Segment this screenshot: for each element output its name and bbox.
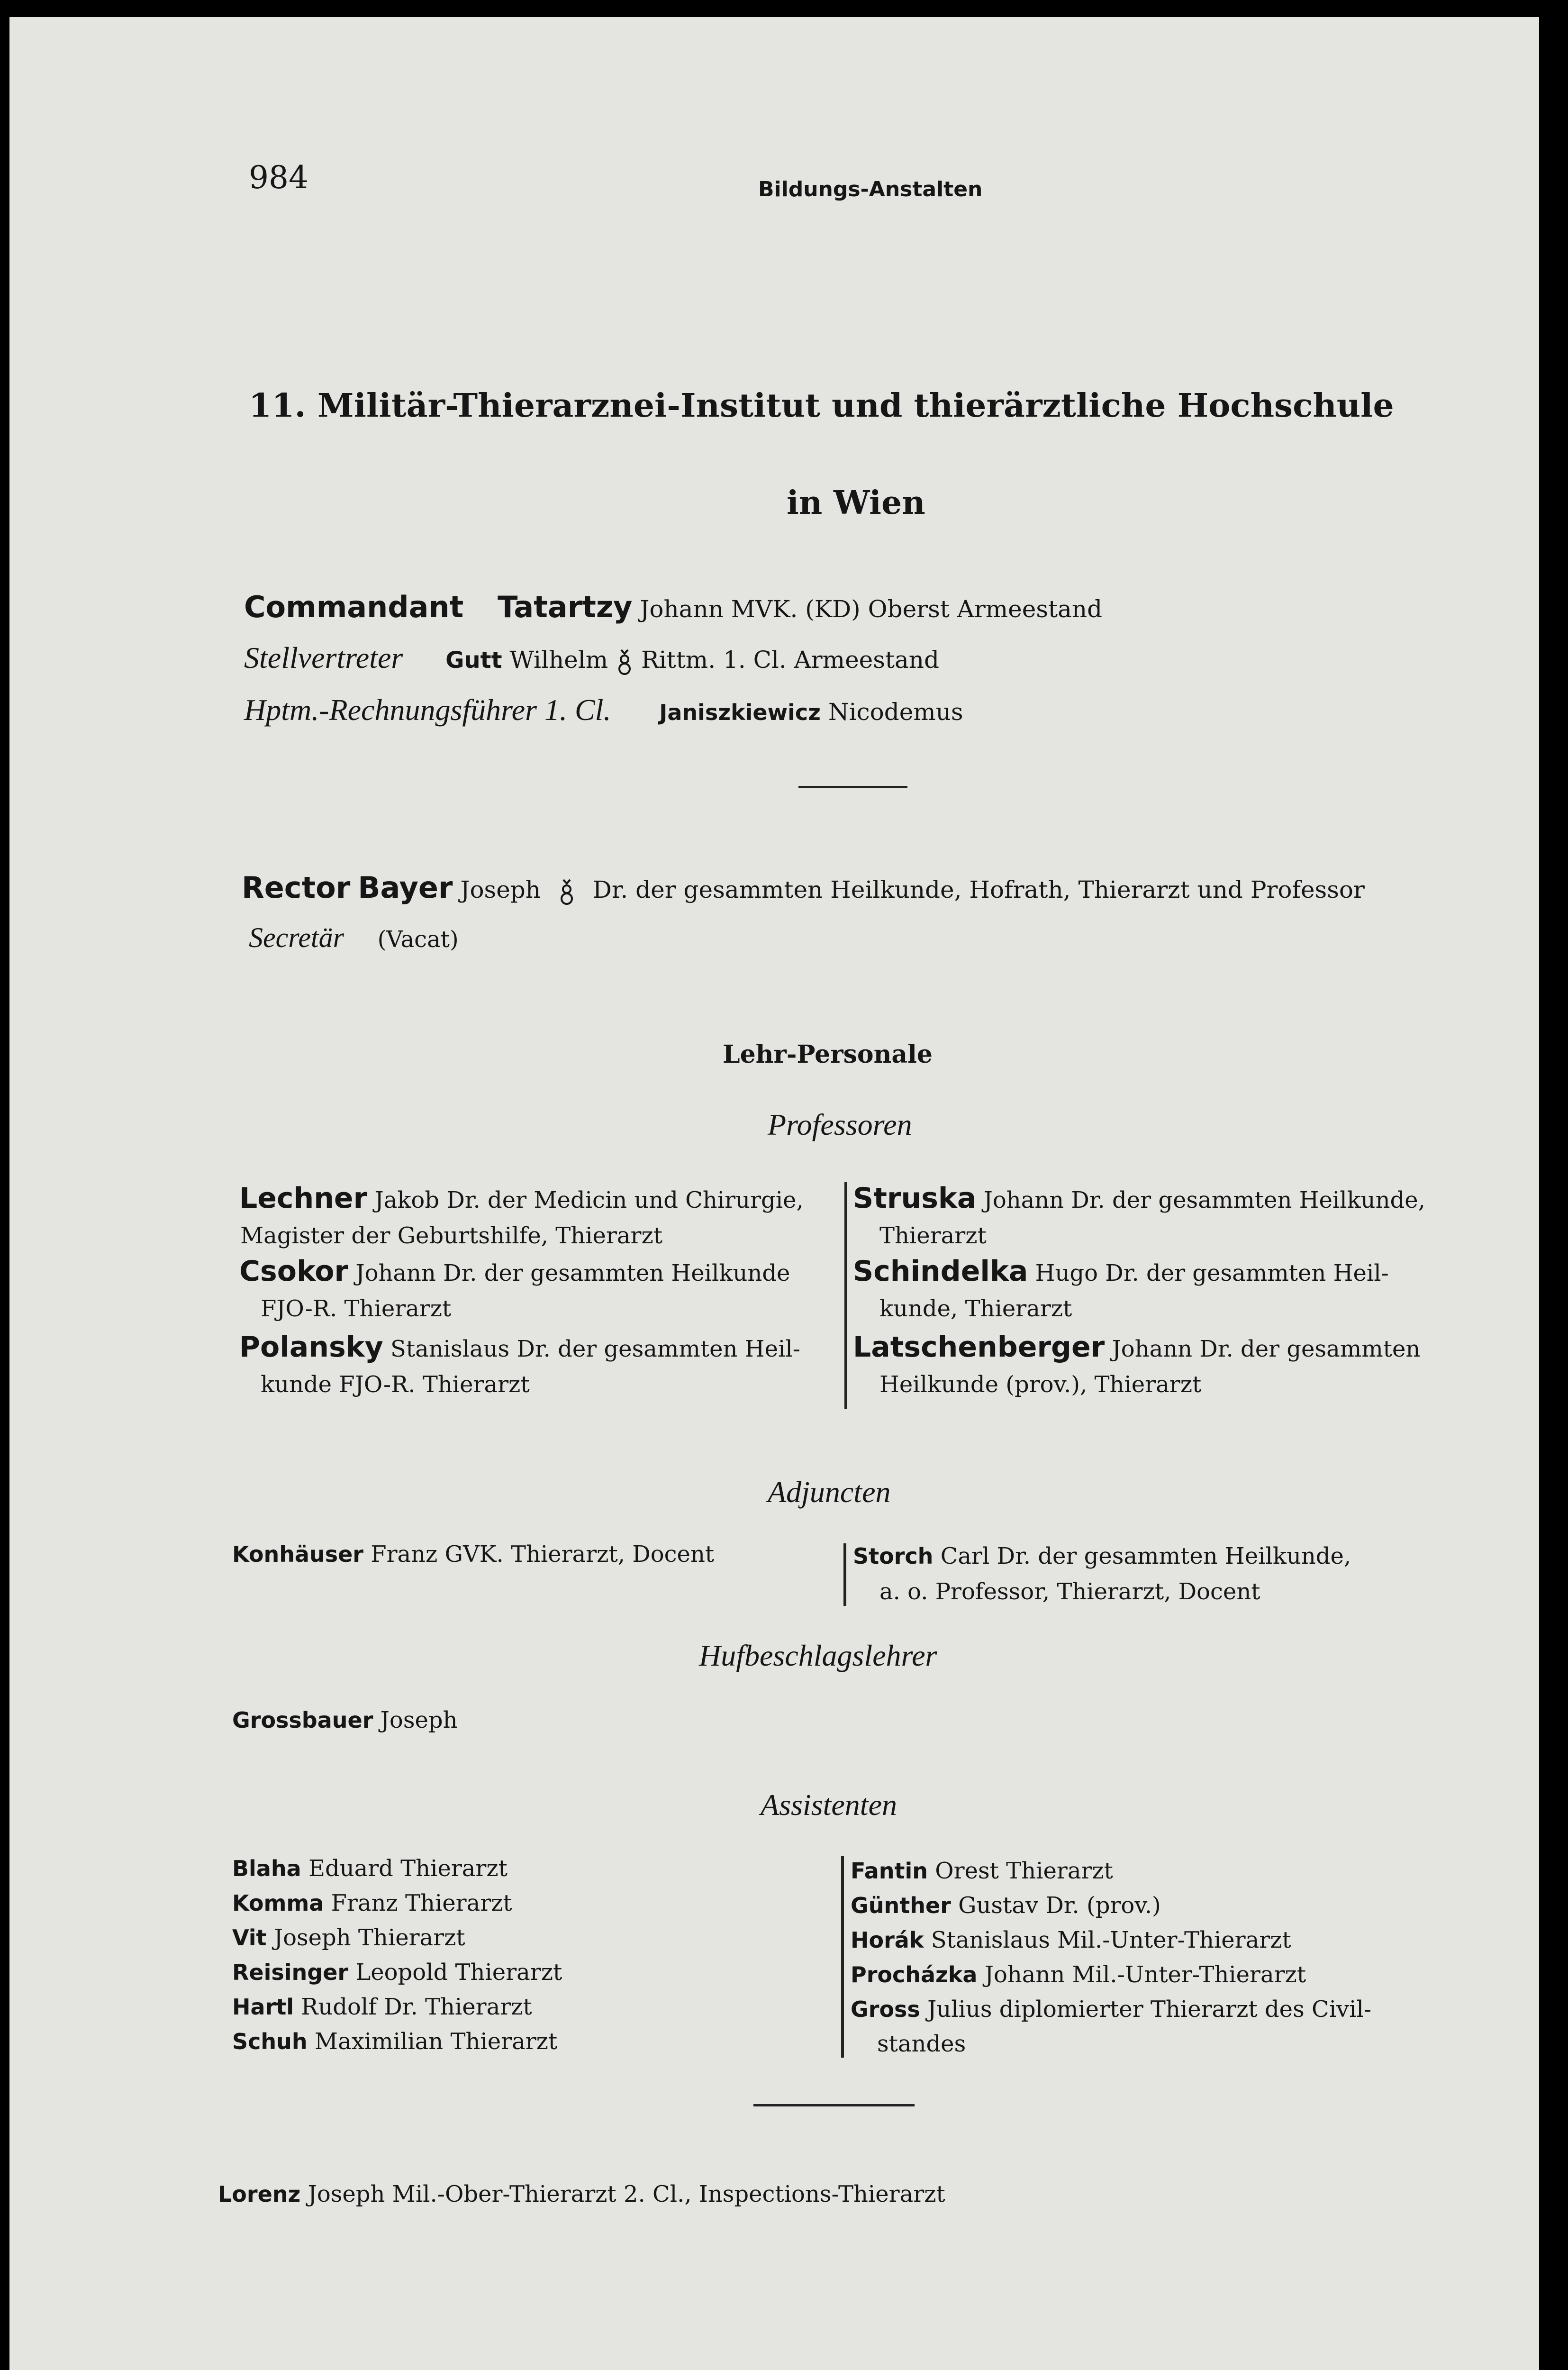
assistant-details-cont: standes — [877, 2031, 966, 2057]
assistant-name: Hartl — [232, 1994, 294, 2020]
commandant-details: Johann MVK. (KD) Oberst Armeestand — [640, 595, 1103, 623]
assistant-name: Blaha — [232, 1856, 301, 1881]
assistant-name: Fantin — [851, 1858, 928, 1884]
page — [9, 17, 1539, 2370]
farriery-teacher-name: Grossbauer — [232, 1707, 373, 1733]
assistants-heading: Assistenten — [761, 1788, 897, 1822]
running-title: Bildungs-Anstalten — [758, 177, 983, 201]
assistant-name: Vit — [232, 1925, 267, 1951]
inspector-entry — [218, 2181, 945, 2207]
assistants-right-column — [851, 1854, 1371, 2061]
professor-name: Latschenberger — [853, 1331, 1105, 1364]
assistant-details: Orest Thierarzt — [935, 1858, 1113, 1884]
professor-details: Hugo Dr. der gesammten Heil- — [1035, 1260, 1389, 1286]
professor-entry — [853, 1330, 1425, 1403]
professor-details-cont: Magister der Geburtshilfe, Thierarzt — [240, 1222, 663, 1249]
accountant-name: Janiszkiewicz — [659, 700, 821, 725]
assistant-entry — [232, 2024, 562, 2059]
assistant-details: Gustav Dr. (prov.) — [958, 1892, 1161, 1919]
professor-details-cont: FJO-R. Thierarzt — [261, 1295, 452, 1322]
secretary-label: Secretär — [249, 922, 344, 953]
assistant-details: Maximilian Thierarzt — [314, 2028, 558, 2055]
commandant-row — [244, 590, 1102, 624]
rector-label: Rector — [242, 870, 351, 905]
professor-entry — [239, 1330, 804, 1403]
adjunct-right — [853, 1539, 1351, 1610]
commandant-name: Tatartzy — [498, 590, 633, 624]
secretary-value: (Vacat) — [377, 926, 459, 953]
rector-row — [242, 870, 1365, 905]
assistant-details: Leopold Thierarzt — [355, 1959, 562, 1986]
assistant-entry — [851, 1854, 1371, 1888]
professor-entry — [853, 1181, 1425, 1254]
assistants-column-divider — [841, 1856, 844, 2058]
commandant-label: Commandant — [244, 590, 464, 624]
assistant-details: Eduard Thierarzt — [308, 1855, 508, 1882]
institution-location: in Wien — [787, 484, 925, 522]
inspector-details: Joseph Mil.-Ober-Thierarzt 2. Cl., Inspections-Thierarzt — [308, 2181, 945, 2207]
assistant-details: Rudolf Dr. Thierarzt — [301, 1994, 532, 2020]
secretary-row — [249, 921, 459, 954]
assistant-name: Horák — [851, 1927, 924, 1953]
divider-2 — [753, 2104, 915, 2106]
adjunct-details: Carl Dr. der gesammten Heilkunde, — [940, 1543, 1351, 1569]
assistant-name: Procházka — [851, 1962, 978, 1987]
adjunct-left — [232, 1541, 714, 1568]
assistant-name: Günther — [851, 1893, 951, 1918]
order-decoration-icon — [616, 648, 634, 675]
professor-details: Stanislaus Dr. der gesammten Heil- — [390, 1336, 800, 1362]
professor-details: Jakob Dr. der Medicin und Chirurgie, — [374, 1187, 804, 1213]
professor-details: Johann Dr. der gesammten Heilkunde — [355, 1260, 790, 1286]
assistant-details: Franz Thierarzt — [331, 1890, 512, 1916]
assistant-entry — [232, 1921, 562, 1955]
assistant-entry — [232, 1990, 562, 2024]
professors-heading: Professoren — [768, 1108, 912, 1141]
professors-right-column — [853, 1181, 1425, 1403]
professor-name: Schindelka — [853, 1255, 1028, 1288]
professor-entry — [239, 1181, 804, 1254]
assistant-details: Joseph Thierarzt — [273, 1924, 465, 1951]
assistant-entry — [851, 1923, 1371, 1958]
assistant-details: Stanislaus Mil.-Unter-Thierarzt — [931, 1927, 1291, 1953]
professor-details-cont: Heilkunde (prov.), Thierarzt — [879, 1371, 1202, 1398]
professor-name: Lechner — [239, 1182, 368, 1215]
assistant-entry — [232, 1955, 562, 1990]
deputy-label: Stellvertreter — [244, 641, 403, 675]
divider-1 — [798, 786, 907, 788]
adjuncts-column-divider — [843, 1543, 846, 1606]
assistant-entry — [851, 1958, 1371, 1992]
farriery-heading: Hufbeschlagslehrer — [699, 1639, 937, 1672]
teaching-staff-heading: Lehr-Personale — [723, 1040, 933, 1069]
assistant-name: Reisinger — [232, 1960, 349, 1985]
professor-entry — [853, 1254, 1425, 1330]
adjunct-name: Konhäuser — [232, 1541, 363, 1567]
professor-details-cont: kunde, Thierarzt — [879, 1295, 1072, 1322]
professor-details-cont: Thierarzt — [879, 1222, 987, 1249]
assistant-entry — [851, 1888, 1371, 1923]
institution-title: 11. Militär-Thierarznei-Institut und thierärztliche Hochschule — [249, 387, 1394, 425]
inspector-name: Lorenz — [218, 2181, 301, 2207]
assistant-entry — [232, 1886, 562, 1921]
professor-entry — [239, 1254, 804, 1330]
assistant-name: Komma — [232, 1890, 324, 1916]
professor-details: Johann Dr. der gesammten — [1112, 1336, 1421, 1362]
page-number: 984 — [249, 159, 308, 196]
assistant-details: Julius diplomierter Thierarzt des Civil- — [927, 1996, 1372, 2023]
accountant-first-name: Nicodemus — [828, 698, 963, 726]
farriery-teacher-first-name: Joseph — [380, 1707, 458, 1733]
adjunct-details-cont: a. o. Professor, Thierarzt, Docent — [879, 1578, 1260, 1605]
professors-left-column — [239, 1181, 804, 1403]
deputy-name: Gutt — [445, 647, 502, 674]
deputy-first-name: Wilhelm — [509, 646, 608, 674]
order-decoration-icon — [558, 878, 576, 905]
assistant-entry — [232, 1851, 562, 1886]
professor-name: Struska — [853, 1182, 977, 1215]
assistant-details: Johann Mil.-Unter-Thierarzt — [984, 1961, 1306, 1988]
adjunct-name: Storch — [853, 1543, 934, 1569]
farriery-teacher — [232, 1707, 458, 1733]
adjunct-details: Franz GVK. Thierarzt, Docent — [371, 1541, 715, 1568]
assistant-entry — [851, 1992, 1371, 2061]
professor-details: Johann Dr. der gesammten Heilkunde, — [983, 1187, 1425, 1213]
deputy-row — [244, 640, 939, 675]
professors-column-divider — [844, 1182, 847, 1409]
accountant-row — [244, 693, 963, 728]
rector-first-name: Joseph — [460, 876, 541, 903]
deputy-details: Rittm. 1. Cl. Armeestand — [641, 646, 940, 674]
assistant-name: Gross — [851, 1996, 920, 2022]
professor-name: Polansky — [239, 1331, 383, 1364]
accountant-label: Hptm.-Rechnungsführer 1. Cl. — [244, 693, 611, 727]
assistants-left-column — [232, 1851, 562, 2059]
professor-name: Csokor — [239, 1255, 349, 1288]
rector-name: Bayer — [358, 870, 453, 905]
adjuncts-heading: Adjuncten — [768, 1475, 891, 1509]
professor-details-cont: kunde FJO-R. Thierarzt — [261, 1371, 530, 1398]
assistant-name: Schuh — [232, 2029, 308, 2054]
rector-details: Dr. der gesammten Heilkunde, Hofrath, Thierarzt und Professor — [592, 876, 1365, 903]
